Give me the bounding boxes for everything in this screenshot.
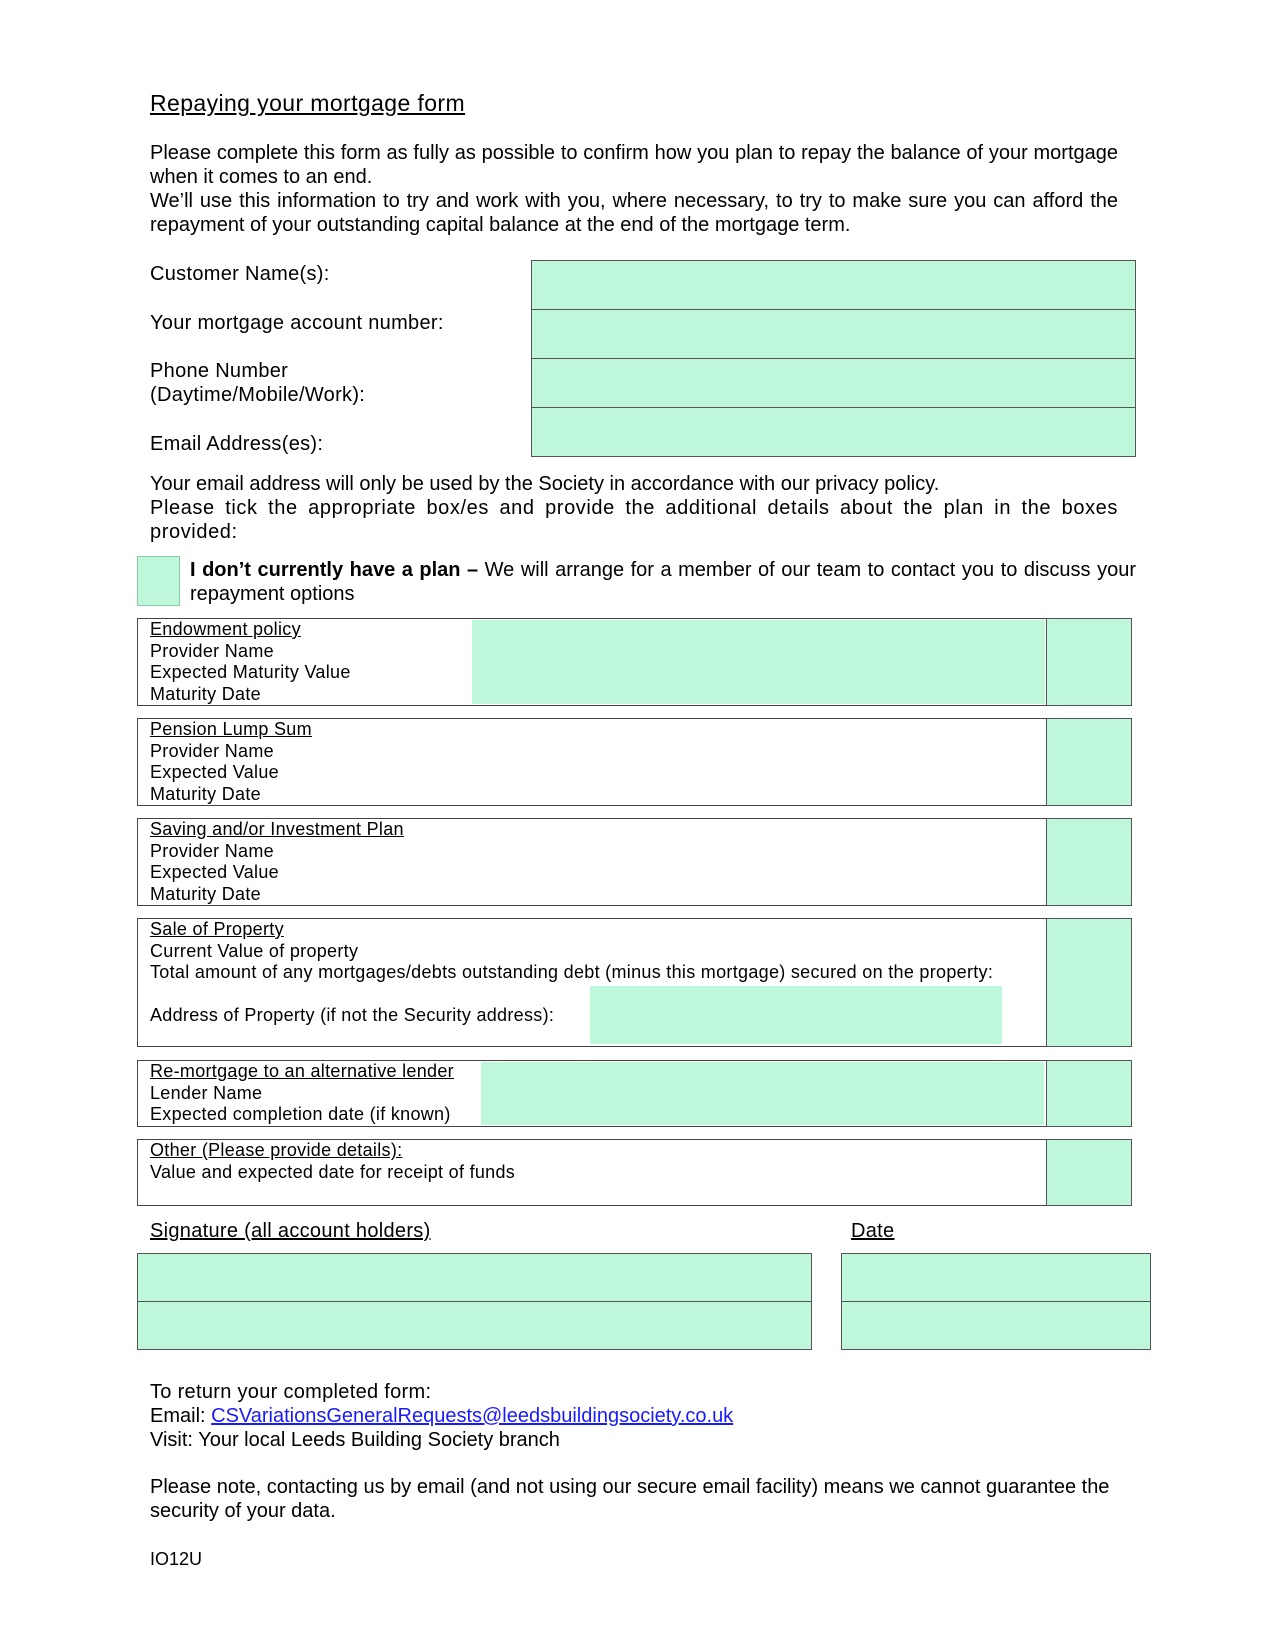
remortgage-line: Lender Name [150, 1082, 263, 1103]
phone-label-line-1: Phone Number [150, 360, 289, 382]
date-field-2[interactable] [841, 1301, 1151, 1350]
remortgage-heading: Re-mortgage to an alternative lender [150, 1061, 454, 1081]
endowment-line: Provider Name [150, 640, 274, 661]
property-text [150, 919, 1034, 1027]
remortgage-details-field[interactable] [481, 1062, 1044, 1125]
no-plan-text [190, 558, 1136, 606]
form-code: IO12U [150, 1549, 203, 1569]
property-outstanding-debt-label: Total amount of any mortgages/debts outstanding debt (minus this mortgage) secured on the property: [150, 962, 994, 982]
remortgage-tick-box[interactable] [1046, 1060, 1132, 1127]
pension-line: Expected Value [150, 762, 279, 782]
return-email-link[interactable]: CSVariationsGeneralRequests@leedsbuildingsociety.co.uk [211, 1405, 734, 1427]
saving-line: Maturity Date [150, 883, 261, 904]
no-plan-checkbox[interactable] [137, 556, 180, 606]
other-tick-box[interactable] [1046, 1139, 1132, 1206]
property-heading: Sale of Property [150, 919, 284, 939]
date-field-1[interactable] [841, 1253, 1151, 1302]
signature-label: Signature (all account holders) [150, 1220, 431, 1242]
property-tick-box[interactable] [1046, 918, 1132, 1047]
endowment-tick-box[interactable] [1046, 618, 1132, 706]
endowment-text [150, 619, 351, 705]
account-number-field[interactable] [531, 309, 1136, 359]
date-label: Date [851, 1220, 895, 1242]
pension-heading: Pension Lump Sum [150, 719, 312, 739]
endowment-line: Maturity Date [150, 683, 261, 704]
saving-line: Expected Value [150, 862, 279, 882]
security-note: Please note, contacting us by email (and not using our secure email facility) means we cannot guarantee the security of your data. [150, 1476, 1110, 1522]
remortgage-line: Expected completion date (if known) [150, 1104, 451, 1124]
property-address-label: Address of Property (if not the Security address): [150, 1005, 555, 1025]
return-email-line [150, 1404, 733, 1428]
return-heading: To return your completed form: [150, 1381, 432, 1403]
other-heading: Other (Please provide details): [150, 1140, 403, 1160]
pension-text [150, 719, 312, 805]
tick-instruction: Please tick the appropriate box/es and provide the additional details about the plan in the boxes provided: [150, 497, 1118, 543]
page-title: Repaying your mortgage form [150, 90, 466, 116]
email-address-field[interactable] [531, 407, 1136, 457]
intro-paragraph-1: Please complete this form as fully as possible to confirm how you plan to repay the balance of your mortgage when it comes to an end. [150, 142, 1118, 188]
saving-heading: Saving and/or Investment Plan [150, 819, 404, 839]
intro-paragraph-2: We’ll use this information to try and work with you, where necessary, to try to make sure you can afford the repayment of your outstanding capital balance at the end of the mortgage term. [150, 190, 1118, 236]
pension-tick-box[interactable] [1046, 718, 1132, 806]
pension-line: Maturity Date [150, 783, 261, 804]
return-email-prefix: Email: [150, 1405, 212, 1427]
endowment-line: Expected Maturity Value [150, 662, 351, 682]
signature-field-2[interactable] [137, 1301, 812, 1350]
email-label: Email Address(es): [150, 433, 324, 455]
saving-line: Provider Name [150, 840, 274, 861]
return-visit-text: Your local Leeds Building Society branch [198, 1429, 560, 1451]
account-number-label: Your mortgage account number: [150, 312, 444, 334]
phone-number-field[interactable] [531, 358, 1136, 408]
property-current-value-label: Current Value of property [150, 940, 359, 961]
saving-tick-box[interactable] [1046, 818, 1132, 906]
customer-name-field[interactable] [531, 260, 1136, 310]
endowment-details-field[interactable] [472, 620, 1045, 704]
no-plan-bold: I don’t currently have a plan – [190, 559, 479, 581]
other-text [150, 1140, 515, 1183]
remortgage-text [150, 1061, 454, 1126]
customer-name-label: Customer Name(s): [150, 263, 330, 285]
privacy-note: Your email address will only be used by the Society in accordance with our privacy policy. [150, 473, 940, 495]
other-line: Value and expected date for receipt of funds [150, 1161, 516, 1182]
return-visit-line [150, 1428, 560, 1452]
endowment-heading: Endowment policy [150, 619, 301, 639]
return-visit-prefix: Visit: [150, 1429, 199, 1451]
phone-label-line-2: (Daytime/Mobile/Work): [150, 384, 366, 406]
pension-line: Provider Name [150, 740, 274, 761]
saving-text [150, 819, 404, 905]
no-plan-description: We will arrange for a member of our team to contact you to discuss your repayment options [190, 559, 1136, 605]
signature-field-1[interactable] [137, 1253, 812, 1302]
